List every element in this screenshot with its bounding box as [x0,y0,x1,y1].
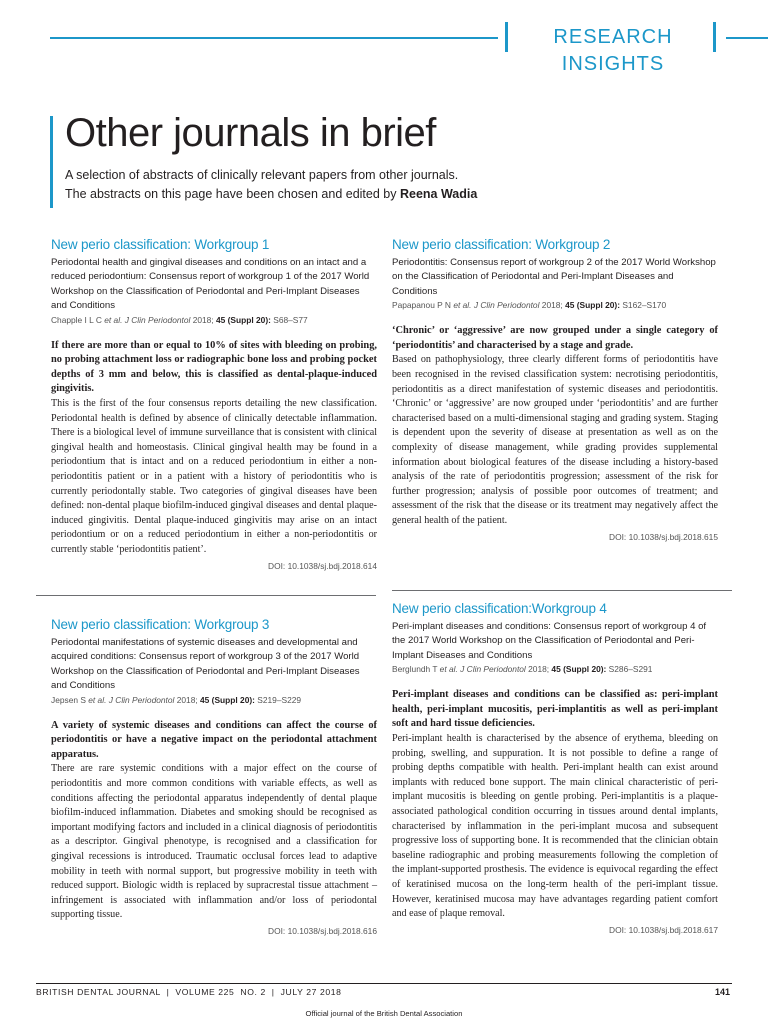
page-title: Other journals in brief [65,111,436,155]
article-doi[interactable]: DOI: 10.1038/sj.bdj.2018.617 [609,924,718,935]
article-body: Peri-implant health is characterised by the absence of erythema, bleeding on probing, swelling, and suppuration. It is not possible to define a range of probing depths compatible with health. Peri-implant health can exist around implants with reduced bone support. The main clinical characteristic of peri-implant mucositis is bleeding on gentle probing. Peri-implantitis is a plaque-associated pathological condition occurring in tissues around dental implants, characterised by inflammation in the peri-implant mucosa and subsequent progressive loss of supporting bone. It is recommended that the clinician obtain baseline radiographic and probing measurements following the completion of the implant-supported prosthesis. The evidence is equivocal regarding the effect of keratinised mucosa on the long-term health of the peri-implant tissue. However, keratinised mucosa may have advantages regarding patient comfort and ease of plaque removal. [392,733,718,920]
article-subtitle: Periodontal manifestations of systemic diseases and developmental and acquired conditions: Consensus report of workgroup 3 of the 2017 World Workshop on the Classification of Periodontal and Peri-Implant Diseases and Conditions [51,637,360,692]
article-heading[interactable]: New perio classification:Workgroup 4 [392,601,607,616]
article-body: This is the first of the four consensus reports detailing the new classification. Periodontal health is defined by absence of clinically detectable inflammation. There is a biological level of immune surveillance that is consistent with clinical gingival health and homeostasis. Clinical gingival health may be found in a periodontium that is intact and on a reduced periodontium in either a non-periodontitis patient or in a patient with a history of periodontitis who is currently periodontally stable. Two categories of gingival diseases have been defined: non-dental plaque biofilm-induced gingival diseases and dental plaque-induced gingivitis. Dental plaque-induced gingivitis may arise on an intact periodontium or on a reduced periodontium in either a non-periodontitis or currently stable ‘periodontitis patient’. [51,398,377,555]
article-citation: Berglundh T et al. J Clin Periodontol 2018; 45 (Suppl 20): S286–S291 [392,664,653,675]
article-doi[interactable]: DOI: 10.1038/sj.bdj.2018.616 [268,925,377,936]
article-subtitle: Periodontitis: Consensus report of workgroup 2 of the 2017 World Workshop on the Classification of Periodontal and Peri-Implant Diseases and Conditions [392,257,716,297]
header-rule-right [726,37,768,39]
article-citation: Papapanou P N et al. J Clin Periodontol 2018; 45 (Suppl 20): S162–S170 [392,300,667,311]
article-heading[interactable]: New perio classification: Workgroup 1 [51,237,270,252]
column-separator-left [36,595,376,596]
article-subtitle: Periodontal health and gingival diseases and conditions on an intact and a reduced periodontium: Consensus report of workgroup 1 of the 2017 World Workshop on the Classification of Periodontal and Peri-Implant Diseases and Conditions [51,257,370,312]
intro-line2 [65,185,485,204]
article-workgroup-2 [392,236,718,543]
article-body: Based on pathophysiology, three clearly different forms of periodontitis have been recognised in the revised classification system: necrotising periodontitis, periodontitis as a direct manifestation of systemic diseases and periodontitis. ‘Chronic’ or ‘aggressive’ are now grouped under ‘periodontitis’ and are further characterised based on a multi-dimensional staging and grading system. Staging is dependent upon the severity of disease at presentation as well as on the complexity of disease management, while grading provides supplemental information about biological features of the disease including a history-based analysis of the rate of periodontitis progression; assessment of the risk for further progression; analysis of possible poor outcomes of treatment; and assessment of the risk that the disease or its treatment may negatively affect the general health of the patient. [392,354,718,526]
page-number: 141 [714,987,730,997]
article-heading[interactable]: New perio classification: Workgroup 3 [51,617,270,632]
editor-name: Reena Wadia [399,186,478,201]
header-divider-right [713,22,716,52]
section-label-line1: RESEARCH [553,26,673,48]
intro-text [65,166,485,203]
article-doi[interactable]: DOI: 10.1038/sj.bdj.2018.615 [609,531,718,542]
column-separator-right [392,590,732,591]
title-accent-bar [50,116,53,208]
article-lead: A variety of systemic diseases and conditions can affect the course of periodontitis or have a negative impact on the periodontal attachment apparatus. [51,719,377,760]
section-label [528,24,698,78]
official-journal-line: Official journal of the British Dental Association [305,1009,463,1018]
article-workgroup-3 [51,616,377,937]
intro-line1: A selection of abstracts of clinically relevant papers from other journals. [65,168,459,182]
article-workgroup-1 [51,236,377,572]
article-lead: Peri-implant diseases and conditions can be classified as: peri-implant health, peri-implant mucositis, peri-implantitis as well as peri-implant soft and hard tissue deficiencies. [392,689,718,730]
intro-prefix: The abstracts on this page have been chosen and edited by [65,186,400,201]
article-body: There are rare systemic conditions with a major effect on the course of periodontitis and more common conditions with variable effects, as well as conditions affecting the periodontal apparatus independently of dental plaque biofilm-induced inflammation. Diabetes and smoking should be recognised as important modifying factors and included in a clinical diagnosis of periodontitis as a descriptor. Gingival phenotype, is recognised and a classification for gingival recessions is introduced. Traumatic occlusal forces lead to adaptive mobility in teeth with normal support, but progressive mobility in teeth with reduced support. Biologic width is replaced by supracrestal tissue attachment – infringement is associated with inflammation and/or loss of periodontal supporting tissue. [51,763,377,921]
section-label-line2: INSIGHTS [561,53,665,75]
article-heading[interactable]: New perio classification: Workgroup 2 [392,237,611,252]
article-citation: Chapple I L C et al. J Clin Periodontol 2018; 45 (Suppl 20): S68–S77 [51,314,308,325]
journal-info: BRITISH DENTAL JOURNAL | VOLUME 225 NO. 2 | JULY 27 2018 [36,987,342,997]
header-divider-left [505,22,508,52]
article-subtitle: Peri-implant diseases and conditions: Consensus report of workgroup 4 of the 2017 World Workshop on the Classification of Periodontal and Peri-Implant Diseases and Conditions [392,621,707,661]
article-citation: Jepsen S et al. J Clin Periodontol 2018; 45 (Suppl 20): S219–S229 [51,694,302,705]
article-workgroup-4 [392,600,718,936]
article-doi[interactable]: DOI: 10.1038/sj.bdj.2018.614 [268,560,377,571]
article-lead: If there are more than or equal to 10% of sites with bleeding on probing, no probing attachment loss or radiographic bone loss and probing pocket depths of 3 mm and below, this is classified as dental-plaque-induced gingivitis. [51,339,377,395]
header-rule-left [50,37,498,39]
article-lead: ‘Chronic’ or ‘aggressive’ are now grouped under a single category of ‘periodontitis’ and characterised by a stage and grade. [392,325,718,351]
footer-rule [36,983,732,984]
